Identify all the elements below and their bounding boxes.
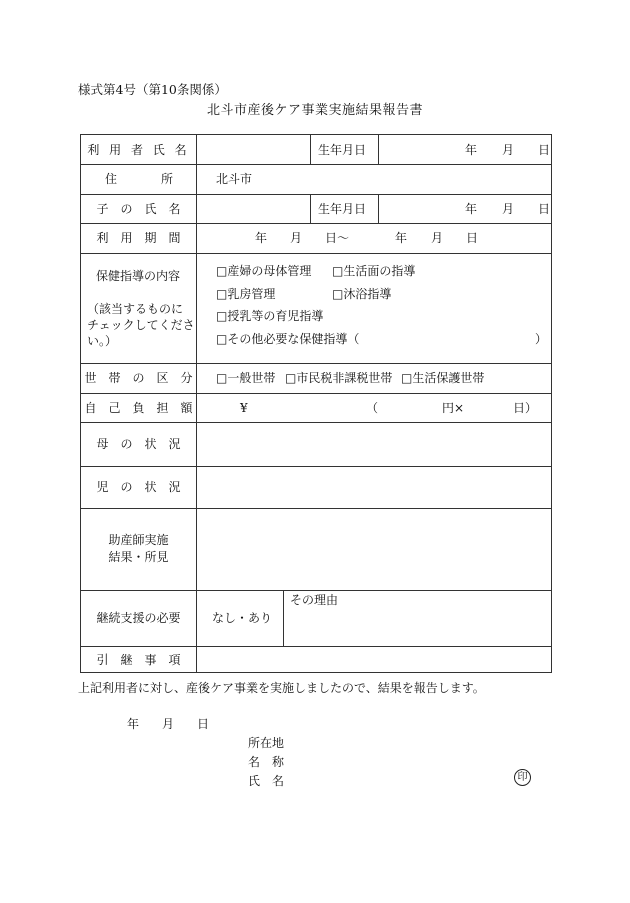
birth-day: 日	[538, 143, 551, 157]
guidance-note: （該当するものに	[87, 302, 184, 316]
row-divider	[81, 590, 551, 591]
midwife-label: 結果・所見	[108, 550, 169, 564]
column-divider	[310, 194, 311, 223]
address-label: 住	[105, 172, 118, 186]
guidance-label: 保健指導の内容	[96, 269, 181, 283]
date-year: 年	[127, 717, 140, 731]
row-divider	[81, 646, 551, 647]
document-title: 北斗市産後ケア事業実施結果報告書	[206, 103, 423, 118]
guidance-option[interactable]: □その他必要な保健指導（	[216, 332, 360, 346]
mother-status-label: 母 の 状 況	[96, 437, 181, 451]
guidance-option[interactable]: □授乳等の育児指導	[216, 309, 324, 323]
date-month: 月	[162, 717, 175, 731]
location-label: 所在地	[248, 736, 285, 750]
user-name-label: 利 用 者 氏 名	[87, 143, 190, 157]
period-to-day: 日	[466, 231, 479, 245]
guidance-option[interactable]: □沐浴指導	[332, 287, 392, 301]
row-divider	[81, 253, 551, 254]
support-label: 継続支援の必要	[96, 611, 181, 625]
child-birth-year: 年	[465, 202, 478, 216]
period-to-year: 年	[395, 231, 408, 245]
yen-mark: ¥	[240, 401, 248, 415]
birth-year: 年	[465, 143, 478, 157]
household-label: 世 帯 の 区 分	[84, 371, 193, 385]
midwife-label: 助産師実施	[108, 533, 169, 547]
child-birth-day: 日	[538, 202, 551, 216]
child-birth-month: 月	[502, 202, 515, 216]
cost-label: 自 己 負 担 額	[84, 401, 193, 415]
guidance-note: チェックしてくださ	[87, 318, 195, 332]
row-divider	[81, 422, 551, 423]
report-statement: 上記利用者に対し、産後ケア事業を実施しましたので、結果を報告します。	[78, 681, 485, 695]
row-divider	[81, 164, 551, 165]
handover-label: 引 継 事 項	[96, 653, 181, 667]
address-value: 北斗市	[216, 172, 253, 186]
row-divider	[81, 223, 551, 224]
period-from-year: 年	[255, 231, 268, 245]
column-divider	[196, 135, 197, 673]
cost-open: （	[366, 401, 379, 415]
guidance-option[interactable]: □乳房管理	[216, 287, 276, 301]
row-divider	[81, 363, 551, 364]
guidance-close: ）	[535, 332, 548, 346]
row-divider	[81, 466, 551, 467]
address-label-end: 所	[161, 172, 174, 186]
child-status-label: 児 の 状 況	[96, 480, 181, 494]
form-number: 様式第4号（第10条関係）	[78, 82, 227, 97]
child-name-label: 子 の 氏 名	[96, 202, 181, 216]
date-day: 日	[197, 717, 210, 731]
support-value[interactable]: なし・あり	[212, 611, 273, 625]
period-from-day: 日〜	[325, 231, 350, 245]
column-divider	[378, 194, 379, 223]
cost-days: 日）	[513, 401, 538, 415]
column-divider	[378, 135, 379, 164]
guidance-option[interactable]: □産婦の母体管理	[216, 264, 312, 278]
birth-label: 生年月日	[318, 143, 367, 157]
org-name-label: 名 称	[248, 755, 285, 769]
household-option[interactable]: □市民税非課税世帯	[285, 371, 393, 385]
guidance-note: い。）	[87, 334, 118, 348]
child-birth-label: 生年月日	[318, 202, 367, 216]
cost-unit: 円×	[442, 401, 465, 415]
report-table	[80, 134, 552, 673]
row-divider	[81, 194, 551, 195]
column-divider	[310, 135, 311, 164]
row-divider	[81, 508, 551, 509]
column-divider	[283, 590, 284, 646]
row-divider	[81, 393, 551, 394]
period-from-month: 月	[290, 231, 303, 245]
household-option[interactable]: □生活保護世帯	[401, 371, 485, 385]
person-name-label: 氏 名	[248, 774, 285, 788]
birth-month: 月	[502, 143, 515, 157]
household-option[interactable]: □一般世帯	[216, 371, 276, 385]
period-label: 利 用 期 間	[96, 231, 181, 245]
guidance-option[interactable]: □生活面の指導	[332, 264, 416, 278]
period-to-month: 月	[431, 231, 444, 245]
reason-label: その理由	[290, 593, 339, 607]
seal-mark: 印	[514, 769, 531, 786]
